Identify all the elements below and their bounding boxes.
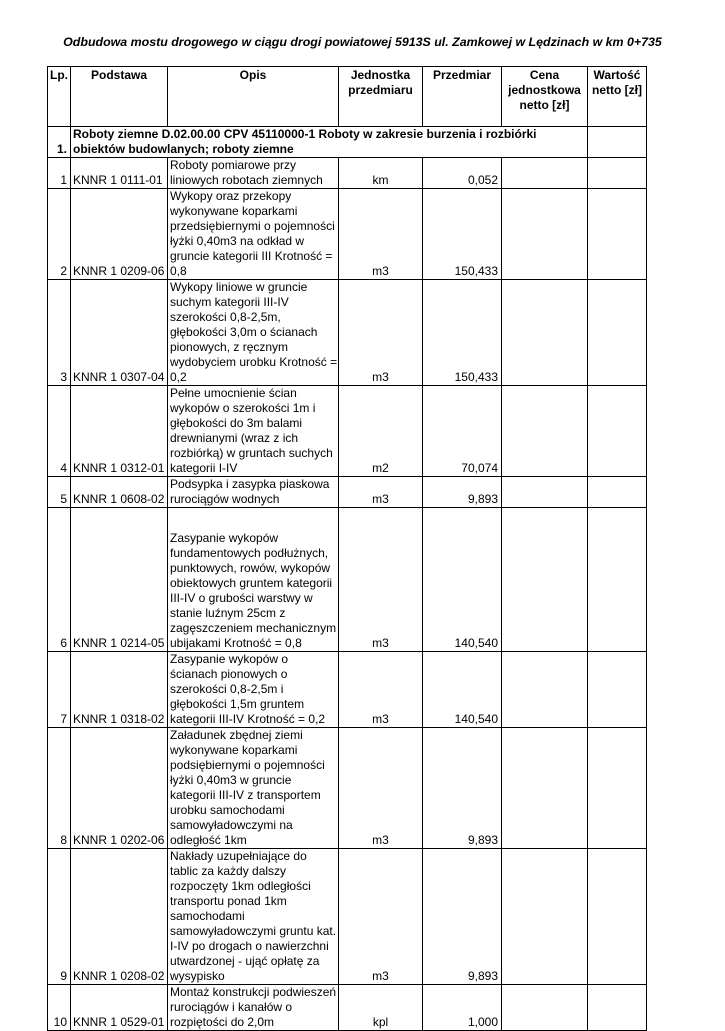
table-row bbox=[48, 477, 647, 508]
row-podstawa: KNNR 1 0214-05 bbox=[71, 508, 168, 652]
row-cena bbox=[502, 477, 588, 508]
row-podstawa: KNNR 1 0307-04 bbox=[71, 280, 168, 386]
row-lp: 5 bbox=[48, 477, 71, 508]
row-lp: 4 bbox=[48, 386, 71, 477]
row-jednostka: m3 bbox=[339, 652, 423, 728]
row-wartosc bbox=[588, 158, 647, 189]
row-jednostka: m3 bbox=[339, 728, 423, 849]
row-podstawa: KNNR 1 0608-02 bbox=[71, 477, 168, 508]
table-row bbox=[48, 280, 647, 386]
row-przedmiar: 0,052 bbox=[423, 158, 502, 189]
row-lp: 7 bbox=[48, 652, 71, 728]
row-podstawa: KNNR 1 0312-01 bbox=[71, 386, 168, 477]
header-lp: Lp. bbox=[48, 67, 71, 127]
section-title: Roboty ziemne D.02.00.00 CPV 45110000-1 Roboty w zakresie burzenia i rozbiórki obiektów budowlanych; roboty ziemne bbox=[71, 127, 588, 158]
row-przedmiar: 140,540 bbox=[423, 508, 502, 652]
table-row bbox=[48, 849, 647, 985]
row-wartosc bbox=[588, 508, 647, 652]
header-row bbox=[48, 67, 647, 127]
row-wartosc bbox=[588, 477, 647, 508]
table-row bbox=[48, 189, 647, 280]
header-wartosc: Wartość netto [zł] bbox=[588, 67, 647, 127]
row-podstawa: KNNR 1 0318-02 bbox=[71, 652, 168, 728]
row-cena bbox=[502, 386, 588, 477]
row-wartosc bbox=[588, 189, 647, 280]
row-opis: Podsypka i zasypka piaskowa rurociągów wodnych bbox=[168, 477, 339, 508]
row-przedmiar: 1,000 bbox=[423, 985, 502, 1031]
row-przedmiar: 9,893 bbox=[423, 477, 502, 508]
row-opis: Zasypanie wykopów fundamentowych podłużnych, punktowych, rowów, wykopów obiektowych gruntem kategorii III-IV o grubości warstwy w stanie luźnym 25cm z zagęszczeniem mechanicznym ubijakami Krotność = 0,8 bbox=[168, 508, 339, 652]
table-row bbox=[48, 652, 647, 728]
row-podstawa: KNNR 1 0202-06 bbox=[71, 728, 168, 849]
row-lp: 6 bbox=[48, 508, 71, 652]
table-body bbox=[48, 158, 647, 1031]
row-wartosc bbox=[588, 849, 647, 985]
row-jednostka: kpl bbox=[339, 985, 423, 1031]
row-opis: Nakłady uzupełniające do tablic za każdy dalszy rozpoczęty 1km odległości transportu ponad 1km samochodami samowyładowczymi gruntu kat. I-IV po drogach o nawierzchni utwardzonej - ująć opłatę za wysypisko bbox=[168, 849, 339, 985]
row-opis: Zasypanie wykopów o ścianach pionowych o szerokości 0,8-2,5m i głębokości 1,5m gruntem kategorii III-IV Krotność = 0,2 bbox=[168, 652, 339, 728]
table-row bbox=[48, 728, 647, 849]
row-przedmiar: 9,893 bbox=[423, 728, 502, 849]
document-title: Odbudowa mostu drogowego w ciągu drogi powiatowej 5913S ul. Zamkowej w Lędzinach w km 0+735 bbox=[63, 35, 662, 49]
row-cena bbox=[502, 280, 588, 386]
row-jednostka: m3 bbox=[339, 189, 423, 280]
header-przedmiar: Przedmiar bbox=[423, 67, 502, 127]
row-podstawa: KNNR 1 0529-01 bbox=[71, 985, 168, 1031]
row-wartosc bbox=[588, 386, 647, 477]
row-opis: Montaż konstrukcji podwieszeń rurociągów i kanałów o rozpiętości do 2,0m bbox=[168, 985, 339, 1031]
row-wartosc bbox=[588, 652, 647, 728]
header-opis: Opis bbox=[168, 67, 339, 127]
row-cena bbox=[502, 728, 588, 849]
section-value-cell bbox=[588, 127, 647, 158]
header-cena: Cena jednostkowa netto [zł] bbox=[502, 67, 588, 127]
row-lp: 9 bbox=[48, 849, 71, 985]
row-jednostka: km bbox=[339, 158, 423, 189]
row-lp: 1 bbox=[48, 158, 71, 189]
cost-estimate-table bbox=[47, 66, 647, 1031]
row-jednostka: m3 bbox=[339, 508, 423, 652]
row-podstawa: KNNR 1 0208-02 bbox=[71, 849, 168, 985]
header-jednostka: Jednostka przedmiaru bbox=[339, 67, 423, 127]
row-wartosc bbox=[588, 728, 647, 849]
row-opis: Pełne umocnienie ścian wykopów o szerokości 1m i głębokości do 3m balami drewnianymi (wraz z ich rozbiórką) w gruntach suchych kategorii I-IV bbox=[168, 386, 339, 477]
row-podstawa: KNNR 1 0209-06 bbox=[71, 189, 168, 280]
row-cena bbox=[502, 158, 588, 189]
row-jednostka: m3 bbox=[339, 849, 423, 985]
row-przedmiar: 70,074 bbox=[423, 386, 502, 477]
row-lp: 10 bbox=[48, 985, 71, 1031]
row-jednostka: m3 bbox=[339, 477, 423, 508]
table-row bbox=[48, 386, 647, 477]
row-lp: 8 bbox=[48, 728, 71, 849]
row-przedmiar: 150,433 bbox=[423, 280, 502, 386]
row-cena bbox=[502, 189, 588, 280]
row-opis: Roboty pomiarowe przy liniowych robotach ziemnych bbox=[168, 158, 339, 189]
row-cena bbox=[502, 508, 588, 652]
row-przedmiar: 150,433 bbox=[423, 189, 502, 280]
row-jednostka: m3 bbox=[339, 280, 423, 386]
row-przedmiar: 140,540 bbox=[423, 652, 502, 728]
row-lp: 3 bbox=[48, 280, 71, 386]
row-opis: Załadunek zbędnej ziemi wykonywane koparkami podsiębiernymi o pojemności łyżki 0,40m3 w gruncie kategorii III-IV z transportem urobku samochodami samowyładowczymi na odległość 1km bbox=[168, 728, 339, 849]
section-row bbox=[48, 127, 647, 158]
row-jednostka: m2 bbox=[339, 386, 423, 477]
table-row bbox=[48, 508, 647, 652]
row-lp: 2 bbox=[48, 189, 71, 280]
row-podstawa: KNNR 1 0111-01 bbox=[71, 158, 168, 189]
row-opis: Wykopy oraz przekopy wykonywane koparkami przedsiębiernymi o pojemności łyżki 0,40m3 na odkład w gruncie kategorii III Krotność = 0,8 bbox=[168, 189, 339, 280]
row-wartosc bbox=[588, 280, 647, 386]
row-przedmiar: 9,893 bbox=[423, 849, 502, 985]
header-podstawa: Podstawa bbox=[71, 67, 168, 127]
row-opis: Wykopy liniowe w gruncie suchym kategorii III-IV szerokości 0,8-2,5m, głębokości 3,0m o ścianach pionowych, z ręcznym wydobyciem urobku Krotność = 0,2 bbox=[168, 280, 339, 386]
row-cena bbox=[502, 652, 588, 728]
table-row bbox=[48, 158, 647, 189]
section-lp: 1. bbox=[48, 127, 71, 158]
row-cena bbox=[502, 849, 588, 985]
